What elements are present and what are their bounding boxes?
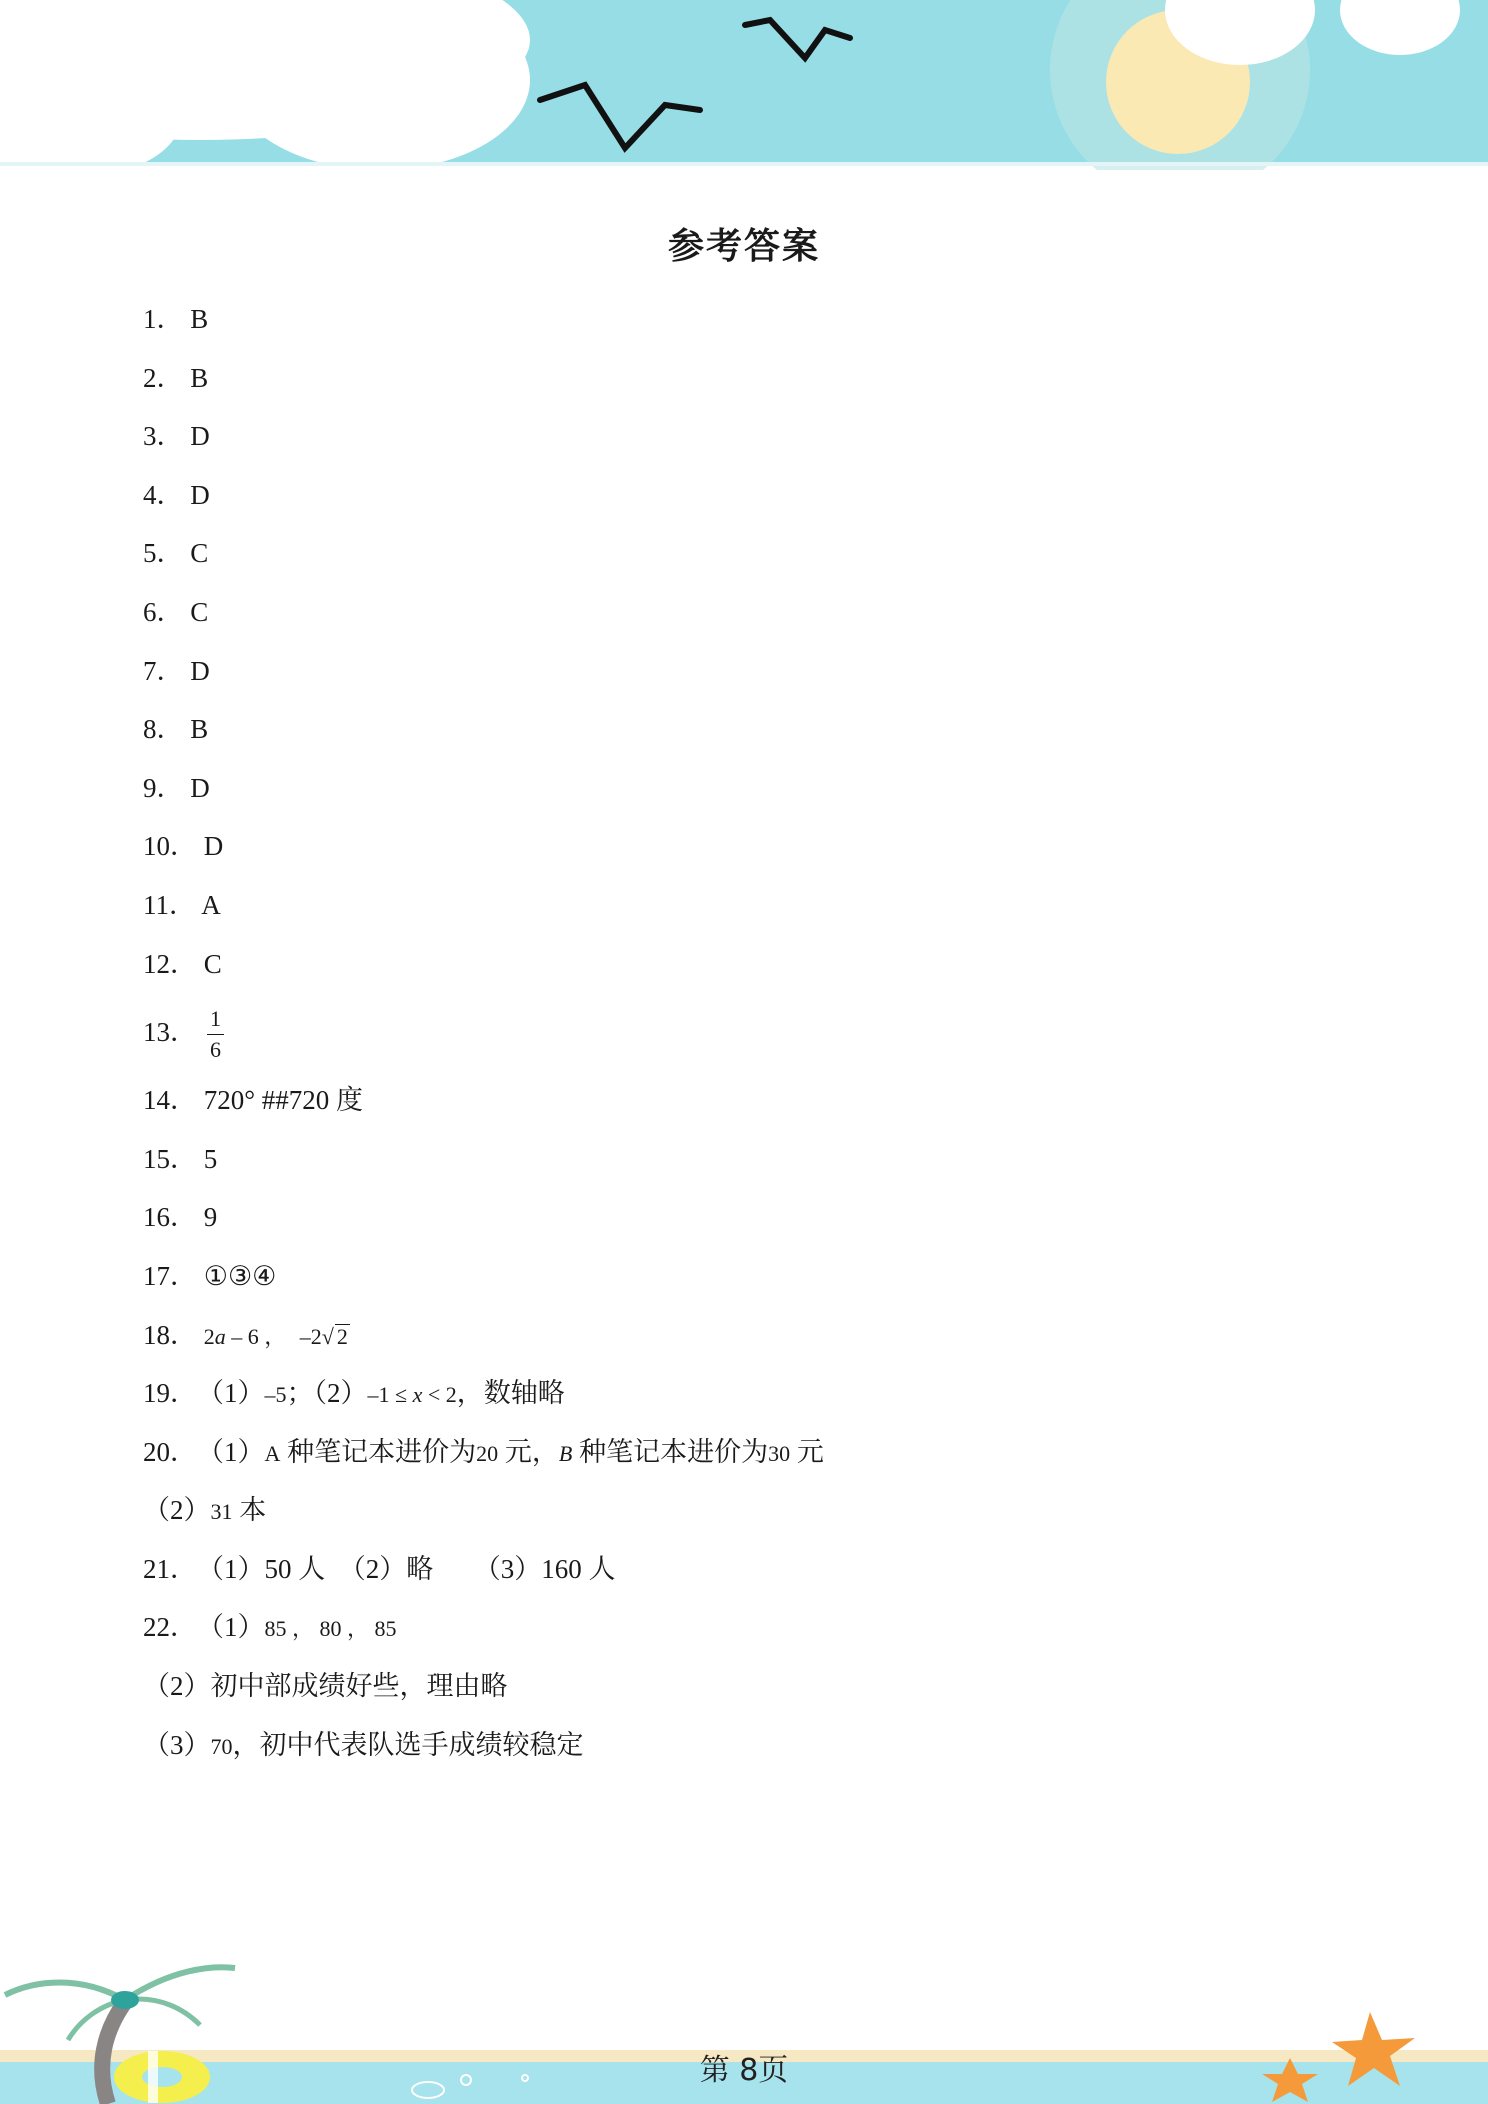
answer-math-variable: B	[558, 1440, 573, 1466]
answer-text: ；（2）	[286, 1378, 368, 1409]
question-number: 8．	[143, 714, 184, 745]
answer-item	[143, 1306, 1343, 1365]
answer-item	[143, 466, 1343, 525]
page-title: 参考答案	[667, 226, 820, 267]
answer-math: –5	[264, 1382, 287, 1408]
answer-item	[143, 290, 1343, 349]
answer-text: ，初中代表队选手成绩较稳定	[232, 1729, 584, 1760]
answer-item	[143, 1130, 1343, 1189]
question-number: 5．	[143, 538, 184, 569]
question-number: 20．	[143, 1436, 197, 1467]
answer-math: 85 ， 80 ， 85	[264, 1616, 397, 1642]
answer-item-continued	[143, 1657, 1343, 1716]
question-number: 10．	[143, 831, 197, 862]
answer-text: （1）	[197, 1612, 265, 1643]
answer-text: D	[203, 831, 224, 862]
answer-text: B	[190, 714, 209, 745]
question-number: 1．	[143, 304, 184, 334]
answer-text: D	[190, 479, 210, 510]
answer-text: 元	[790, 1436, 824, 1467]
question-number: 2．	[143, 362, 184, 393]
answer-text: ①③④	[203, 1260, 277, 1291]
answer-item	[143, 993, 1343, 1071]
question-number: 6．	[143, 596, 184, 627]
answer-math: A	[264, 1440, 281, 1466]
answer-item	[143, 817, 1343, 876]
answer-list	[143, 290, 1343, 1774]
answer-text: 5	[203, 1143, 218, 1174]
answer-item-continued	[143, 1716, 1343, 1775]
answer-text: D	[190, 421, 210, 452]
answer-math-coeff: 2	[203, 1323, 215, 1349]
answer-math: 31	[210, 1499, 233, 1525]
sqrt-radicand: 2	[336, 1323, 348, 1349]
answer-item	[143, 1188, 1343, 1247]
answer-text: （2）初中部成绩好些，理由略	[143, 1671, 508, 1702]
answer-text: D	[190, 655, 210, 686]
answer-item	[143, 935, 1343, 994]
answer-item	[143, 349, 1343, 408]
question-number: 9．	[143, 772, 184, 803]
answer-item	[143, 1598, 1343, 1657]
question-number: 14．	[143, 1085, 197, 1116]
answer-math-coeff: –2	[299, 1323, 322, 1349]
answer-item	[143, 700, 1343, 759]
answer-text: 720° ##720 度	[203, 1085, 364, 1116]
answer-text: （1）	[197, 1378, 265, 1409]
answer-item	[143, 1364, 1343, 1423]
answer-text: 元，	[498, 1436, 559, 1467]
answer-math-variable: a	[214, 1323, 226, 1349]
answer-math-variable: x	[412, 1382, 423, 1408]
fraction-numerator: 1	[207, 1004, 224, 1035]
answer-item	[143, 876, 1343, 935]
question-number: 15．	[143, 1143, 197, 1174]
answer-math: 30	[768, 1440, 791, 1466]
answer-text: （2）	[143, 1495, 211, 1526]
answer-math: < 2	[422, 1382, 457, 1408]
answer-item	[143, 1247, 1343, 1306]
answer-text: C	[203, 948, 222, 979]
answer-text: A	[201, 889, 221, 920]
fraction	[207, 1004, 224, 1065]
answer-item	[143, 1071, 1343, 1130]
question-number: 12．	[143, 948, 197, 979]
question-number: 11．	[143, 889, 196, 920]
header-sky-banner	[0, 0, 1488, 170]
answer-text: B	[190, 362, 209, 393]
question-number: 16．	[143, 1202, 197, 1233]
answer-item-continued	[143, 1481, 1343, 1540]
question-number: 4．	[143, 479, 184, 510]
answer-math-text: – 6 ，	[225, 1323, 287, 1349]
page-number: 第 8页	[699, 2053, 789, 2088]
answer-math: –1 ≤	[367, 1382, 413, 1408]
question-number: 17．	[143, 1260, 197, 1291]
answer-text: 9	[203, 1202, 218, 1233]
answer-text: 种笔记本进价为	[572, 1436, 769, 1467]
question-number: 3．	[143, 421, 184, 452]
question-number: 22．	[143, 1612, 197, 1643]
answer-item	[143, 407, 1343, 466]
answer-text: 种笔记本进价为	[280, 1436, 477, 1467]
answer-text: C	[190, 596, 209, 627]
question-number: 7．	[143, 655, 184, 686]
question-number: 18．	[143, 1319, 197, 1350]
question-number: 19．	[143, 1378, 197, 1409]
answer-item	[143, 583, 1343, 642]
answer-text: （1）50 人 （2）略 （3）160 人	[197, 1553, 616, 1584]
answer-item	[143, 759, 1343, 818]
answer-item	[143, 642, 1343, 701]
answer-item	[143, 1540, 1343, 1599]
answer-text: （3）	[143, 1729, 211, 1760]
answer-text: D	[190, 772, 210, 803]
answer-text: 本	[232, 1495, 267, 1526]
answer-text: ，数轴略	[456, 1378, 565, 1409]
question-number: 13．	[143, 1017, 197, 1048]
answer-text: C	[190, 538, 209, 569]
sqrt-icon: √	[321, 1323, 334, 1349]
answer-text: （1）	[197, 1436, 265, 1467]
answer-math: 20	[476, 1440, 499, 1466]
answer-item	[143, 1423, 1343, 1482]
answer-text: B	[190, 304, 209, 334]
fraction-denominator: 6	[210, 1037, 221, 1063]
answer-math: 70	[210, 1733, 233, 1759]
question-number: 21．	[143, 1553, 197, 1584]
answer-item	[143, 524, 1343, 583]
